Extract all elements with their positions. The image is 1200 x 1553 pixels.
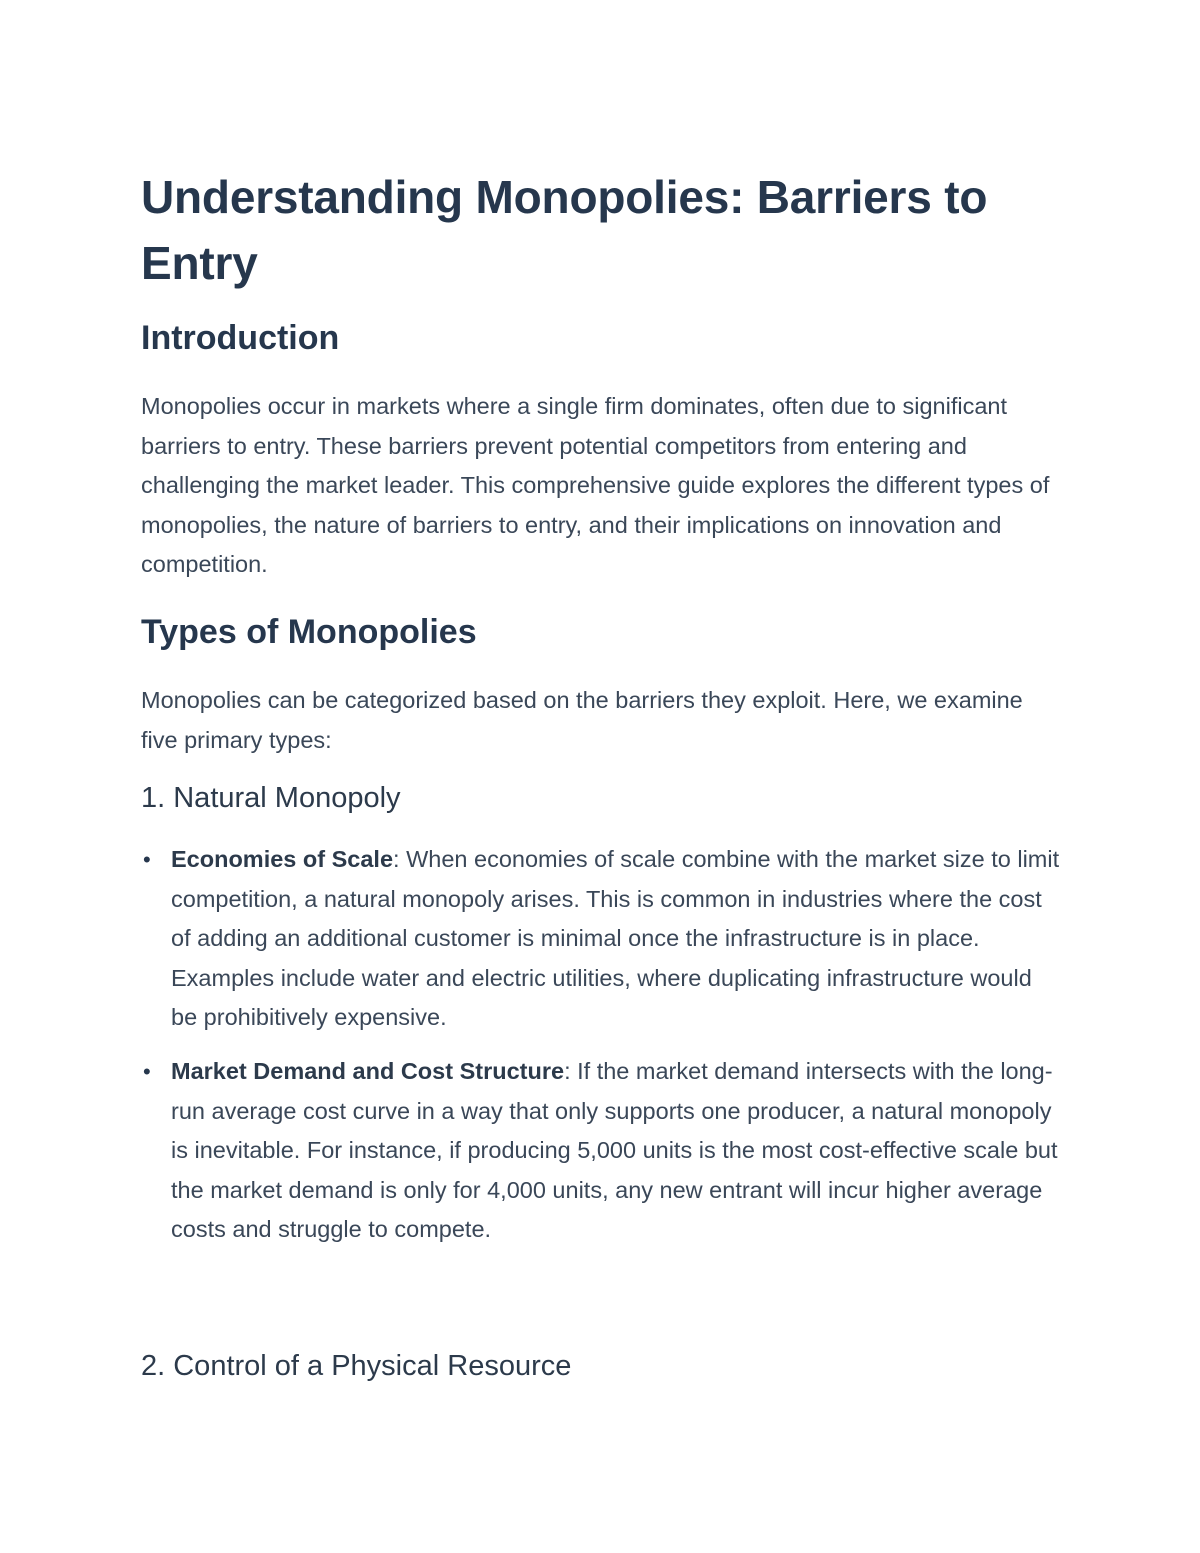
list-item-term: Market Demand and Cost Structure — [171, 1057, 565, 1084]
natural-monopoly-list — [141, 840, 1061, 1264]
document-title: Understanding Monopolies: Barriers to Entry — [141, 171, 988, 289]
list-item-text: : When economies of scale combine with the market size to limit competition, a natural monopoly arises. This is common in industries where the cost of adding an additional customer is minimal once the infrastructure is in place. Examples include water and electric utilities, where duplicating infrastructure would be prohibitively expensive. — [171, 846, 1060, 1031]
list-item — [141, 840, 1061, 1038]
types-paragraph: Monopolies can be categorized based on the barriers they exploit. Here, we examine five primary types: — [141, 687, 1023, 753]
list-item-text: : If the market demand intersects with the long-run average cost curve in a way that only supports one producer, a natural monopoly is inevitable. For instance, if producing 5,000 units is the most cost-effective scale but the market demand is only for 4,000 units, any new entrant will incur higher average costs and struggle to compete. — [171, 1057, 1058, 1243]
bullet-icon: • — [143, 1058, 151, 1084]
list-item — [141, 1052, 1061, 1250]
bullet-icon: • — [143, 847, 151, 872]
section-heading-introduction: Introduction — [141, 319, 340, 357]
list-item-term: Economies of Scale — [171, 846, 394, 872]
subsection-heading-physical-resource: 2. Control of a Physical Resource — [141, 1350, 572, 1382]
section-heading-types: Types of Monopolies — [141, 613, 477, 651]
introduction-paragraph: Monopolies occur in markets where a single firm dominates, often due to significant barriers to entry. These barriers prevent potential competitors from entering and challenging the market leader. This comprehensive guide explores the different types of monopolies, the nature of barriers to entry, and their implications on innovation and competition. — [141, 393, 1050, 578]
subsection-heading-natural-monopoly: 1. Natural Monopoly — [141, 782, 401, 814]
